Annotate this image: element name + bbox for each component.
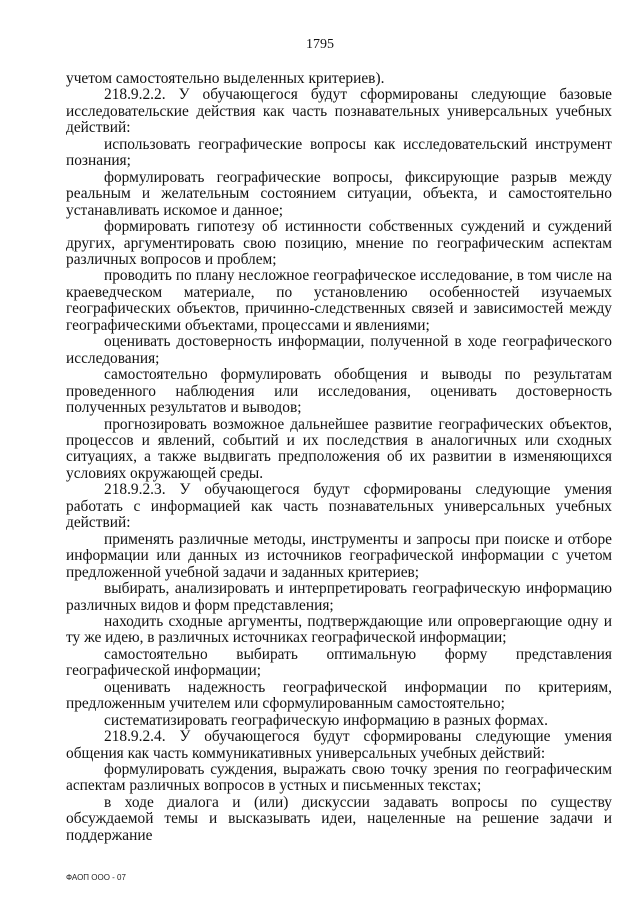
section-heading-paragraph: 218.9.2.4. У обучающегося будут сформированы следующие умения общения как часть коммуникативных универсальных учебных действий: bbox=[66, 728, 612, 762]
list-item: самостоятельно формулировать обобщения и выводы по результатам проведенного наблюдения или исследования, оценивать достоверность полученных результатов и выводов; bbox=[66, 366, 612, 417]
page-number: 1795 bbox=[306, 37, 334, 52]
list-item: в ходе диалога и (или) дискуссии задавать вопросы по существу обсуждаемой темы и высказывать идеи, нацеленные на решение задачи и поддержание bbox=[66, 793, 612, 844]
list-item: выбирать, анализировать и интерпретировать географическую информацию различных видов и форм представления; bbox=[66, 580, 612, 614]
list-item: оценивать достоверность информации, полученной в ходе географического исследования; bbox=[66, 333, 612, 367]
list-item: прогнозировать возможное дальнейшее развитие географических объектов, процессов и явлений, событий и их последствия в аналогичных или сходных ситуациях, а также выдвигать предположения об их развитии в изменяющихся условиях окружающей среды. bbox=[66, 415, 612, 482]
section-heading-paragraph: 218.9.2.2. У обучающегося будут сформированы следующие базовые исследовательские действия как часть познавательных универсальных учебных действий: bbox=[66, 86, 612, 137]
list-item: использовать географические вопросы как исследовательский инструмент познания; bbox=[66, 135, 612, 170]
page-footer: ФАОП ООО - 07 bbox=[66, 873, 126, 882]
section-heading-paragraph: 218.9.2.3. У обучающегося будут сформированы следующие умения работать с информацией как часть познавательных универсальных учебных действий: bbox=[66, 481, 612, 532]
list-item: систематизировать географическую информацию в разных формах. bbox=[104, 711, 548, 729]
list-item: применять различные методы, инструменты и запросы при поиске и отборе информации или данных из источников географической информации с учетом предложенной учебной задачи и заданных критериев; bbox=[66, 530, 612, 581]
document-body bbox=[66, 71, 612, 844]
list-item: проводить по плану несложное географическое исследование, в том числе на краеведческом материале, по установлению особенностей изучаемых географических объектов, причинно-следственных связей и зависимостей между географическими объектами, процессами и явлениями; bbox=[66, 267, 612, 334]
list-item: самостоятельно выбирать оптимальную форму представления географической информации; bbox=[66, 645, 612, 680]
list-item: формулировать географические вопросы, фиксирующие разрыв между реальным и желательным состоянием ситуации, объекта, и самостоятельно устанавливать искомое и данное; bbox=[66, 168, 612, 219]
list-item: формировать гипотезу об истинности собственных суждений и суждений других, аргументировать свою позицию, мнение по географическим аспектам различных вопросов и проблем; bbox=[66, 218, 612, 268]
list-item: оценивать надежность географической информации по критериям, предложенным учителем или сформулированным самостоятельно; bbox=[66, 678, 612, 713]
paragraph: учетом самостоятельно выделенных критериев). bbox=[66, 70, 385, 87]
list-item: находить сходные аргументы, подтверждающие или опровергающие одну и ту же идею, в различных источниках географической информации; bbox=[66, 612, 612, 647]
list-item: формулировать суждения, выражать свою точку зрения по географическим аспектам различных вопросов в устных и письменных текстах; bbox=[66, 761, 612, 795]
